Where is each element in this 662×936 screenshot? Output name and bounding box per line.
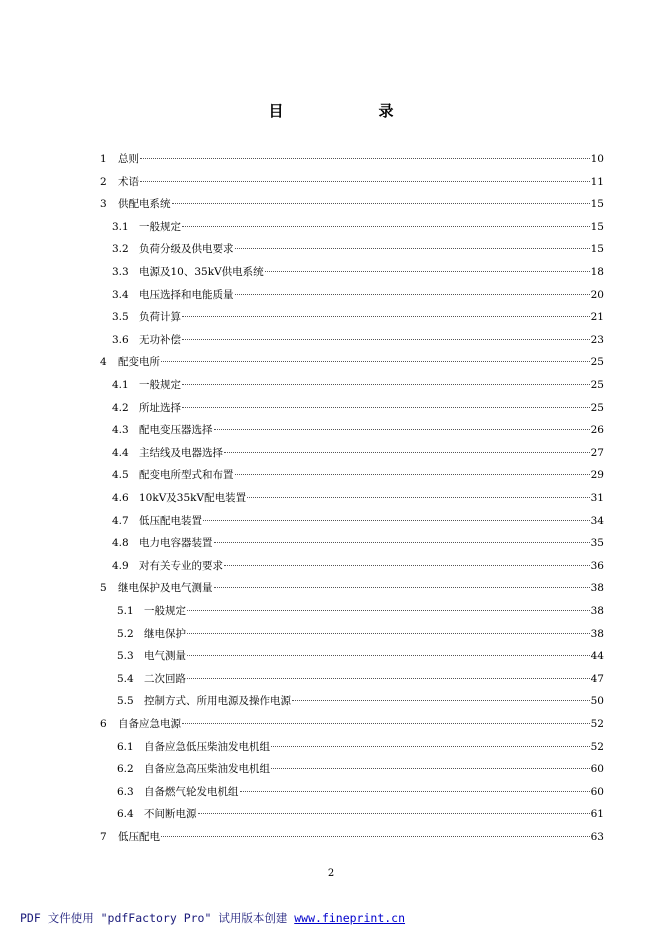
toc-leader-dots — [182, 315, 590, 317]
toc-leader-dots — [214, 541, 590, 543]
toc-entry[interactable] — [100, 534, 604, 552]
toc-entry-label: 配变电所 — [118, 356, 160, 369]
toc-entry[interactable] — [100, 421, 604, 439]
toc-entry-page: 60 — [590, 785, 604, 798]
toc-entry-page: 61 — [590, 808, 604, 821]
toc-entry[interactable] — [100, 331, 604, 349]
toc-leader-dots — [182, 406, 590, 408]
toc-entry-number: 4.8 — [112, 537, 129, 550]
toc-entry-page: 63 — [590, 831, 604, 843]
toc-entry[interactable] — [100, 466, 604, 484]
toc-entry-page: 50 — [590, 695, 604, 708]
toc-leader-dots — [214, 428, 590, 430]
toc-entry-page: 18 — [590, 266, 604, 278]
toc-entry-label: 二次回路 — [144, 672, 186, 685]
toc-entry-page: 29 — [590, 469, 604, 482]
toc-entry[interactable] — [100, 286, 604, 304]
toc-entry-label: 配变电所型式和布置 — [139, 469, 234, 482]
toc-entry-number: 6.1 — [117, 740, 134, 753]
toc-entry-label: 继电保护 — [144, 627, 186, 640]
toc-entry[interactable] — [100, 195, 604, 213]
toc-leader-dots — [182, 722, 590, 724]
toc-entry[interactable] — [100, 647, 604, 665]
toc-entry[interactable] — [100, 173, 604, 191]
toc-entry-number: 4.7 — [112, 514, 129, 527]
toc-entry-label: 一般规定 — [139, 379, 181, 391]
pdf-watermark — [20, 910, 405, 926]
toc-entry-number: 3.4 — [112, 288, 129, 301]
toc-leader-dots — [198, 812, 590, 814]
toc-entry-label: 控制方式、所用电源及操作电源 — [144, 695, 291, 708]
toc-entry-page: 38 — [590, 605, 604, 617]
toc-entry[interactable] — [100, 557, 604, 575]
toc-entry-number: 4 — [100, 356, 107, 369]
toc-entry[interactable] — [100, 625, 604, 643]
toc-entry[interactable] — [100, 738, 604, 756]
toc-entry-page: 60 — [590, 763, 604, 776]
toc-entry-page: 31 — [590, 492, 604, 504]
toc-entry-label: 负荷分级及供电要求 — [139, 243, 234, 256]
toc-entry-page: 26 — [590, 424, 604, 437]
toc-leader-dots — [292, 699, 590, 701]
toc-leader-dots — [235, 247, 590, 249]
toc-leader-dots — [187, 677, 590, 679]
toc-entry-number: 7 — [100, 831, 107, 843]
toc-entry-label: 主结线及电器选择 — [139, 446, 223, 459]
toc-entry-number: 4.4 — [112, 446, 129, 459]
toc-entry-page: 35 — [590, 537, 604, 550]
toc-entry-number: 5.3 — [117, 650, 134, 663]
toc-entry-label: 一般规定 — [139, 220, 181, 233]
toc-leader-dots — [240, 790, 590, 792]
toc-entry-label: 自备燃气轮发电机组 — [144, 785, 239, 798]
watermark-link[interactable]: www.fineprint.cn — [294, 911, 406, 925]
toc-entry-page: 20 — [590, 288, 604, 301]
toc-entry-page: 38 — [590, 582, 604, 595]
toc-entry-number: 3.2 — [112, 243, 129, 256]
toc-leader-dots — [187, 632, 590, 634]
toc-entry-page: 52 — [590, 718, 604, 730]
toc-leader-dots — [203, 519, 590, 521]
toc-entry-label: 低压配电 — [118, 831, 160, 843]
toc-entry[interactable] — [100, 218, 604, 236]
toc-entry-number: 4.5 — [112, 469, 129, 482]
toc-entry-number: 2 — [100, 175, 107, 188]
toc-entry-page: 25 — [590, 379, 604, 391]
toc-entry[interactable] — [100, 240, 604, 258]
toc-entry-page: 15 — [590, 198, 604, 211]
toc-entry-label: 自备应急高压柴油发电机组 — [144, 763, 270, 776]
toc-entry-page: 25 — [590, 401, 604, 414]
toc-entry[interactable] — [100, 512, 604, 530]
toc-leader-dots — [247, 496, 590, 498]
toc-entry-page: 44 — [590, 650, 604, 663]
toc-entry[interactable] — [100, 760, 604, 778]
toc-entry-page: 47 — [590, 672, 604, 685]
toc-title: 目 录 — [268, 102, 434, 120]
toc-leader-dots — [271, 767, 590, 769]
toc-leader-dots — [214, 586, 590, 588]
toc-entry[interactable] — [100, 444, 604, 462]
toc-entry[interactable] — [100, 692, 604, 710]
toc-entry-page: 15 — [590, 243, 604, 256]
toc-entry-page: 11 — [590, 175, 604, 188]
toc-leader-dots — [235, 473, 590, 475]
toc-entry-page: 23 — [590, 333, 604, 346]
toc-entry[interactable] — [100, 376, 604, 394]
watermark-text: PDF 文件使用 "pdfFactory Pro" 试用版本创建 — [20, 911, 295, 925]
toc-entry[interactable] — [100, 828, 604, 846]
toc-entry-number: 3.6 — [112, 333, 129, 346]
toc-leader-dots — [265, 270, 590, 272]
toc-entry-label: 电力电容器装置 — [139, 537, 213, 550]
toc-entry[interactable] — [100, 150, 604, 168]
toc-entry-number: 4.2 — [112, 401, 129, 414]
toc-entry-number: 5 — [100, 582, 107, 595]
toc-entry[interactable] — [100, 602, 604, 620]
toc-entry-number: 3.3 — [112, 266, 129, 278]
toc-entry-label: 配电变压器选择 — [139, 424, 213, 437]
toc-entry-page: 34 — [590, 514, 604, 527]
page-number: 2 — [327, 868, 335, 879]
toc-entry[interactable] — [100, 715, 604, 733]
toc-entry-label: 所址选择 — [139, 401, 181, 414]
toc-entry-number: 6.2 — [117, 763, 134, 776]
toc-entry-number: 4.9 — [112, 559, 129, 572]
toc-entry-number: 5.1 — [117, 605, 134, 617]
toc-entry-number: 1 — [100, 153, 107, 165]
toc-leader-dots — [187, 654, 590, 656]
toc-entry-number: 5.5 — [117, 695, 134, 708]
toc-entry-page: 52 — [590, 740, 604, 753]
toc-entry-label: 总则 — [118, 153, 139, 165]
toc-entry-label: 对有关专业的要求 — [139, 559, 223, 572]
toc-entry[interactable] — [100, 308, 604, 326]
toc-leader-dots — [182, 225, 590, 227]
toc-entry-page: 21 — [590, 311, 604, 324]
toc-entry-label: 无功补偿 — [139, 333, 181, 346]
toc-leader-dots — [161, 360, 590, 362]
toc-leader-dots — [187, 609, 590, 611]
toc-entry-page: 38 — [590, 627, 604, 640]
toc-leader-dots — [161, 835, 590, 837]
toc-leader-dots — [224, 564, 590, 566]
toc-entry-page: 36 — [590, 559, 604, 572]
toc-leader-dots — [182, 383, 590, 385]
toc-entry[interactable] — [100, 805, 604, 823]
toc-entry-number: 5.2 — [117, 627, 134, 640]
toc-entry-label: 供配电系统 — [118, 198, 171, 211]
toc-entry[interactable] — [100, 579, 604, 597]
toc-leader-dots — [224, 451, 590, 453]
toc-entry-label: 低压配电装置 — [139, 514, 202, 527]
toc-entry-number: 4.1 — [112, 379, 129, 391]
toc-entry[interactable] — [100, 783, 604, 801]
toc-entry-number: 6.4 — [117, 808, 134, 821]
toc-entry-label: 一般规定 — [144, 605, 186, 617]
toc-leader-dots — [140, 157, 590, 159]
toc-entry-number: 4.3 — [112, 424, 129, 437]
toc-entry-number: 3.5 — [112, 311, 129, 324]
toc-entry-label: 自备应急低压柴油发电机组 — [144, 740, 270, 753]
toc-leader-dots — [140, 180, 590, 182]
toc-entry-page: 15 — [590, 220, 604, 233]
toc-entry-label: 电源及10、35kV供电系统 — [139, 266, 264, 278]
toc-entry-number: 6 — [100, 718, 107, 730]
toc-entry[interactable] — [100, 489, 604, 507]
toc-entry-number: 3.1 — [112, 220, 129, 233]
toc-leader-dots — [235, 293, 590, 295]
toc-entry-label: 自备应急电源 — [118, 718, 181, 730]
toc-entry[interactable] — [100, 670, 604, 688]
toc-entry-page: 25 — [590, 356, 604, 369]
toc-entry-number: 3 — [100, 198, 107, 211]
toc-entry-label: 不间断电源 — [144, 808, 197, 821]
toc-entry-label: 术语 — [118, 175, 139, 188]
toc-entry-page: 10 — [590, 153, 604, 165]
toc-entry-label: 负荷计算 — [139, 311, 181, 324]
toc-entry-label: 10kV及35kV配电装置 — [139, 492, 247, 504]
toc-entry-label: 电气测量 — [144, 650, 186, 663]
toc-entry-page: 27 — [590, 446, 604, 459]
toc-leader-dots — [182, 338, 590, 340]
toc-leader-dots — [172, 202, 590, 204]
toc-entry[interactable] — [100, 353, 604, 371]
toc-entry[interactable] — [100, 263, 604, 281]
toc-leader-dots — [271, 745, 590, 747]
toc-entry-number: 5.4 — [117, 672, 134, 685]
toc-entry[interactable] — [100, 399, 604, 417]
toc-entry-number: 4.6 — [112, 492, 129, 504]
toc-entry-number: 6.3 — [117, 785, 134, 798]
toc-entry-label: 继电保护及电气测量 — [118, 582, 213, 595]
toc-entry-label: 电压选择和电能质量 — [139, 288, 234, 301]
